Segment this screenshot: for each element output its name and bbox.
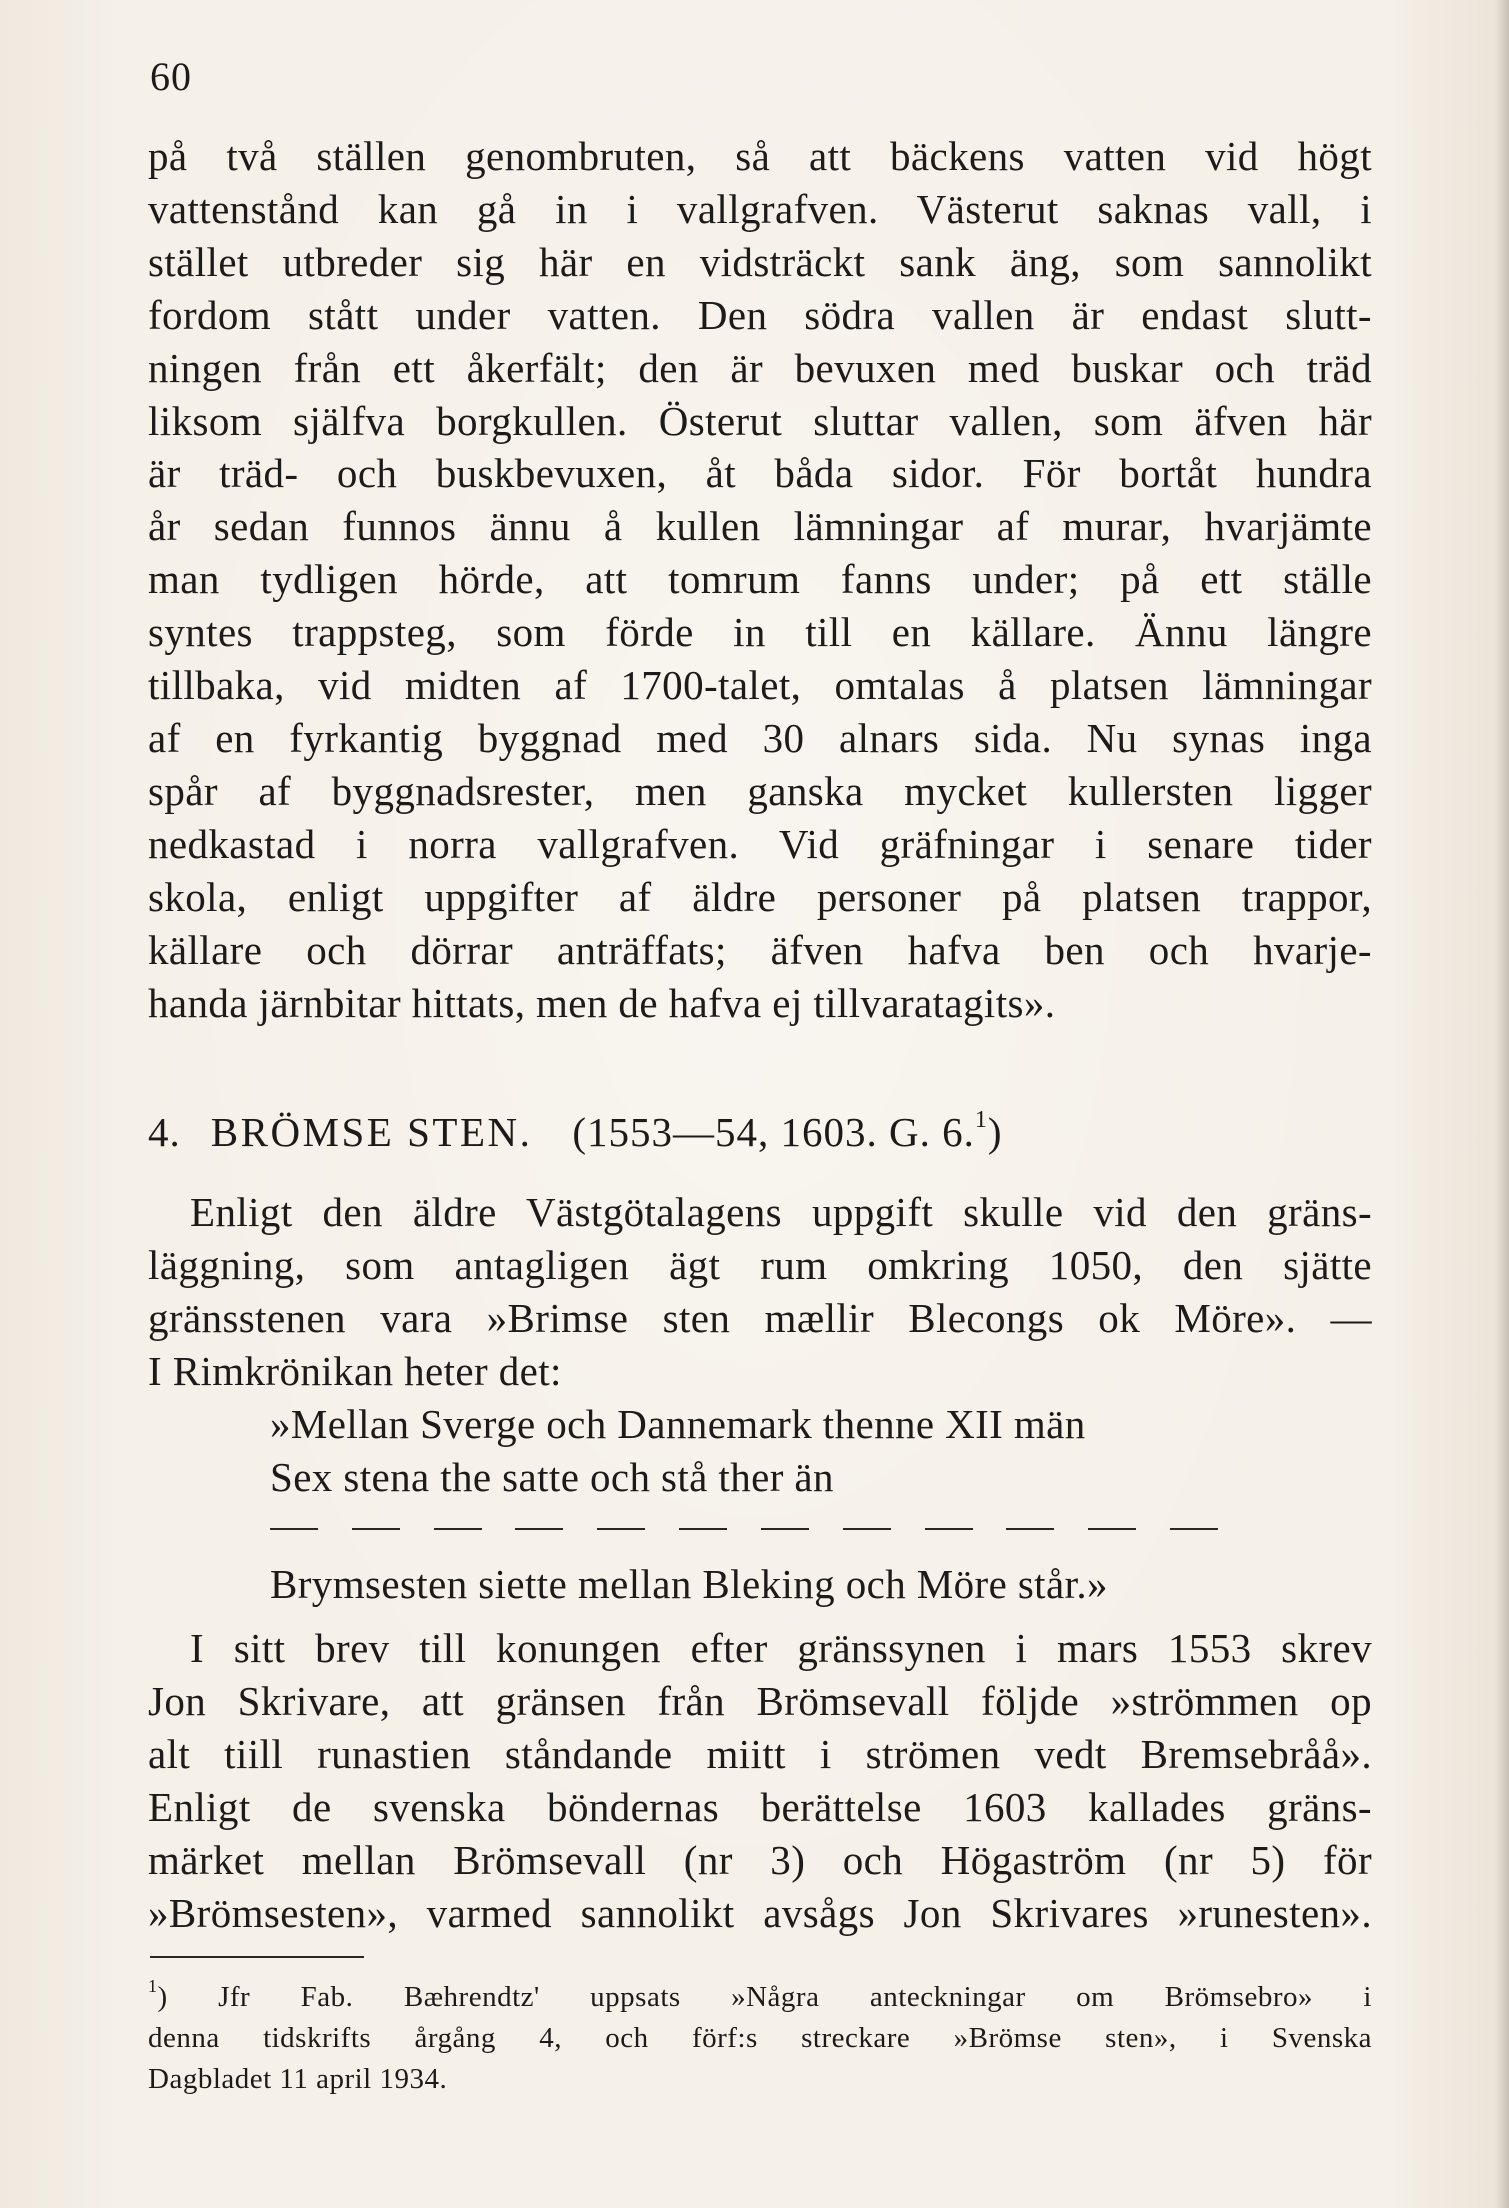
dash-mark xyxy=(679,1528,727,1530)
page-number: 60 xyxy=(150,54,192,99)
body-line: syntes trappsteg, som förde in till en källare. Ännu längre xyxy=(148,609,1372,656)
section-line: märket mellan Brömsevall (nr 3) och Högaström (nr 5) för xyxy=(148,1837,1372,1883)
verse-line: »Mellan Sverge och Dannemark thenne XII män xyxy=(270,1401,1086,1447)
footnote-line: ) Jfr Fab. Bæhrendtz' uppsats »Några anteckningar om Brömsebro» i xyxy=(157,1981,1372,2013)
section-title: BRÖMSE STEN. xyxy=(210,1109,533,1155)
body-line: på två ställen genombruten, så att bäckens vatten vid högt xyxy=(148,133,1372,179)
footnote-separator xyxy=(150,1956,364,1958)
section-line: Enligt den äldre Västgötalagens uppgift skulle vid den gräns- xyxy=(190,1189,1372,1235)
body-line: år sedan funnos ännu å kullen lämningar af murar, hvarjämte xyxy=(148,503,1372,550)
verse-line: Sex stena the satte och stå ther än xyxy=(270,1454,834,1500)
section-intro-paragraph xyxy=(148,1186,1372,1398)
section-line: I sitt brev till konungen efter gränssynen i mars 1553 skrev xyxy=(190,1625,1372,1671)
footnote-line: denna tidskrifts årgång 4, och förf:s streckare »Brömse sten», i Svenska xyxy=(148,2022,1372,2054)
dash-mark xyxy=(1170,1528,1218,1530)
body-line: spår af byggnadsrester, men ganska mycket kullersten ligger xyxy=(148,767,1372,814)
body-line: skola, enligt uppgifter af äldre personer på platsen trappor, xyxy=(148,873,1372,920)
footnote-marker: 1 xyxy=(148,1976,158,1997)
section-number: 4. xyxy=(148,1109,181,1155)
body-line: tillbaka, vid midten af 1700-talet, omtalas å platsen lämningar xyxy=(148,662,1372,709)
body-line: fordom stått under vatten. Den södra vallen är endast slutt- xyxy=(148,291,1372,338)
footnote xyxy=(148,1977,1372,2100)
section-line: Enligt de svenska böndernas berättelse 1603 kallades gräns- xyxy=(148,1784,1372,1830)
dash-mark xyxy=(1006,1528,1054,1530)
section-line: Jon Skrivare, att gränsen från Brömsevall följde »strömmen op xyxy=(148,1678,1372,1724)
body-line: man tydligen hörde, att tomrum fanns under; på ett ställe xyxy=(148,556,1372,603)
section-dates: (1553—54, 1603. G. 6. xyxy=(572,1109,975,1155)
dash-mark xyxy=(434,1528,482,1530)
footnote-line: Dagbladet 11 april 1934. xyxy=(148,2063,448,2095)
dash-mark xyxy=(925,1528,973,1530)
section-dates-close: ) xyxy=(987,1109,1003,1155)
body-line: är träd- och buskbevuxen, åt båda sidor. För bortåt hundra xyxy=(148,450,1372,497)
section-body-paragraph xyxy=(148,1622,1372,1940)
body-line: af en fyrkantig byggnad med 30 alnars sida. Nu synas inga xyxy=(148,714,1372,761)
dash-mark xyxy=(761,1528,809,1530)
section-line: alt tiill runastien ståndande miitt i strömen vedt Bremsebråå». xyxy=(148,1731,1372,1777)
dash-mark xyxy=(515,1528,563,1530)
dash-mark xyxy=(1088,1528,1136,1530)
body-line: vattenstånd kan gå in i vallgrafven. Västerut saknas vall, i xyxy=(148,185,1372,232)
dash-mark xyxy=(597,1528,645,1530)
section-line: gränsstenen vara »Brimse sten mællir Blecongs ok Möre». — xyxy=(148,1295,1372,1341)
dash-mark xyxy=(843,1528,891,1530)
body-line: nedkastad i norra vallgrafven. Vid gräfningar i senare tider xyxy=(148,820,1372,867)
verse-omission-dashes xyxy=(270,1528,1218,1534)
dash-mark xyxy=(352,1528,400,1530)
footnote-reference[interactable]: 1 xyxy=(974,1107,988,1134)
body-paragraph xyxy=(148,130,1372,1029)
page-edge-shadow xyxy=(1495,0,1509,2208)
section-heading xyxy=(148,1106,1003,1158)
section-line: läggning, som antagligen ägt rum omkring 1050, den sjätte xyxy=(148,1242,1372,1288)
body-line: liksom själfva borgkullen. Österut sluttar vallen, som äfven här xyxy=(148,397,1372,444)
section-line: I Rimkrönikan heter det: xyxy=(148,1348,562,1394)
verse-quote xyxy=(270,1398,1086,1504)
body-line: ningen från ett åkerfält; den är bevuxen med buskar och träd xyxy=(148,344,1372,391)
body-line: stället utbreder sig här en vidsträckt sank äng, som sannolikt xyxy=(148,238,1372,285)
section-line: »Brömsesten», varmed sannolikt avsågs Jon Skrivares »runesten». xyxy=(148,1890,1372,1936)
body-line: handa järnbitar hittats, men de hafva ej tillvaratagits». xyxy=(148,979,1056,1026)
verse-last-line: Brymsesten siette mellan Bleking och Möre står.» xyxy=(270,1561,1108,1607)
dash-mark xyxy=(270,1528,318,1530)
body-line: källare och dörrar anträffats; äfven hafva ben och hvarje- xyxy=(148,926,1372,973)
